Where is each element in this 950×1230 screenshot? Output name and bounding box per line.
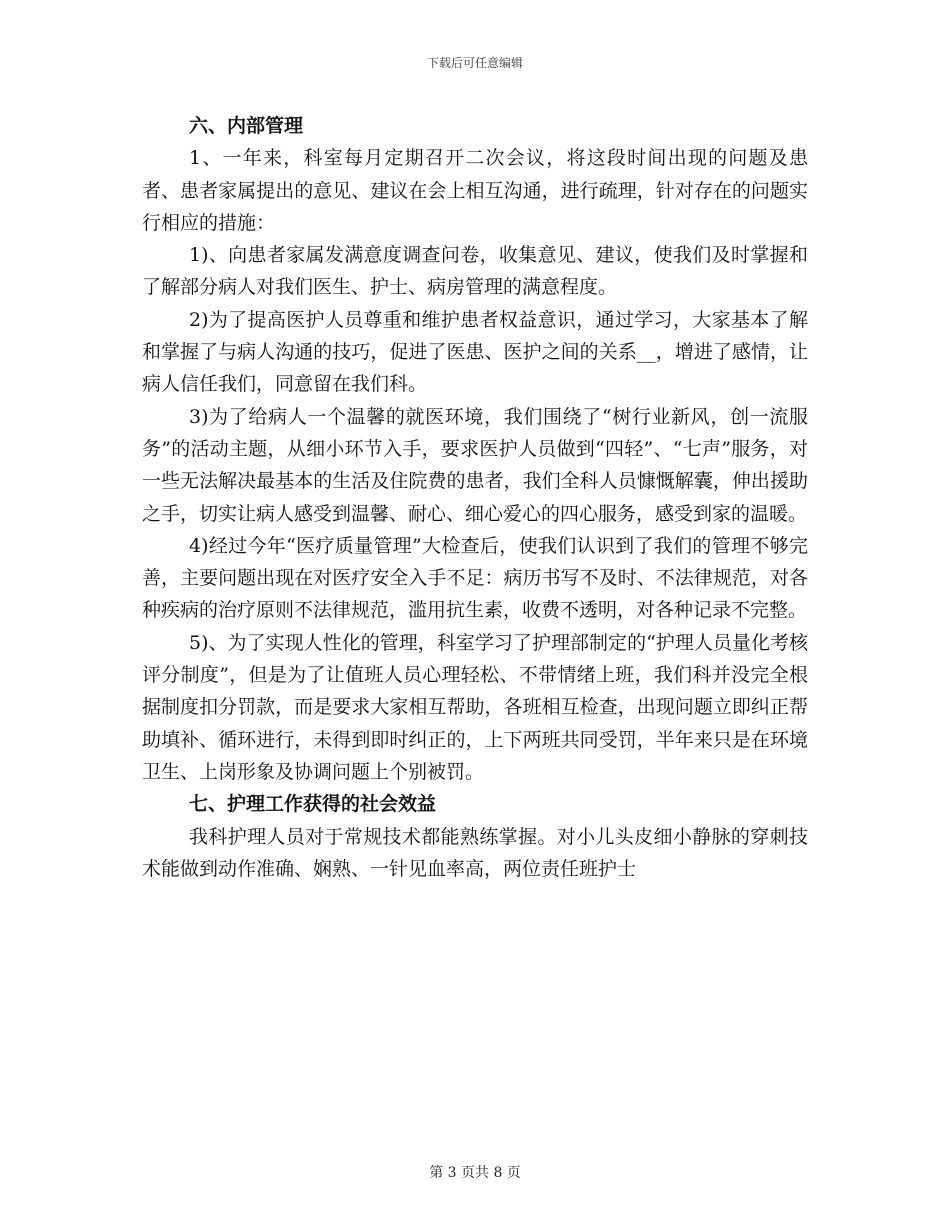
paragraph-quality-inspection: 4)经过今年“医疗质量管理”大检查后，使我们认识到了我们的管理不够完善，主要问题出现在对医疗安全入手不足：病历书写不及时、不法律规范，对各种疾病的治疗原则不法律规范，滥用抗生素，收费不透明，对各种记录不完整。 <box>142 534 808 622</box>
paragraph-survey: 1)、向患者家属发满意度调查问卷，收集意见、建议，使我们及时掌握和了解部分病人对我们医生、护士、病房管理的满意程度。 <box>142 244 808 299</box>
document-body <box>142 110 808 885</box>
page-number: 第 3 页共 8 页 <box>429 1165 521 1181</box>
paragraph-environment: 3)为了给病人一个温馨的就医环境，我们围绕了“树行业新风，创一流服务”的活动主题，从细小环节入手，要求医护人员做到“四轻”、“七声”服务，对一些无法解决最基本的生活及住院费的患者，我们全科人员慷慨解囊，伸出援助之手，切实让病人感受到温馨、耐心、细心爱心的四心服务，感受到家的温暖。 <box>142 405 808 525</box>
paragraph-rights-awareness: 2)为了提高医护人员尊重和维护患者权益意识，通过学习，大家基本了解和掌握了与病人沟通的技巧，促进了医患、医护之间的关系__，增进了感情，让病人信任我们，同意留在我们科。 <box>142 308 808 396</box>
page-header-note: 下载后可任意编辑 <box>426 56 523 70</box>
section-heading-social-benefits: 七、护理工作获得的社会效益 <box>189 793 437 816</box>
section-heading-internal-management: 六、内部管理 <box>189 115 304 137</box>
paragraph-nursing-skills: 我科护理人员对于常规技术都能熟练掌握。对小儿头皮细小静脉的穿刺技术能做到动作准确、娴熟、一针见血率高，两位责任班护士 <box>142 825 808 880</box>
paragraph-humanized-management: 5)、为了实现人性化的管理，科室学习了护理部制定的“护理人员量化考核评分制度”，但是为了让值班人员心理轻松、不带情绪上班，我们科并没完全根据制度扣分罚款，而是要求大家相互帮助，各班相互检查，出现问题立即纠正帮助填补、循环进行，未得到即时纠正的，上下两班共同受罚，半年来只是在环境卫生、上岗形象及协调问题上个别被罚。 <box>142 631 808 783</box>
paragraph-meetings: 1、一年来，科室每月定期召开二次会议，将这段时间出现的问题及患者、患者家属提出的意见、建议在会上相互沟通，进行疏理，针对存在的问题实行相应的措施： <box>142 147 808 234</box>
